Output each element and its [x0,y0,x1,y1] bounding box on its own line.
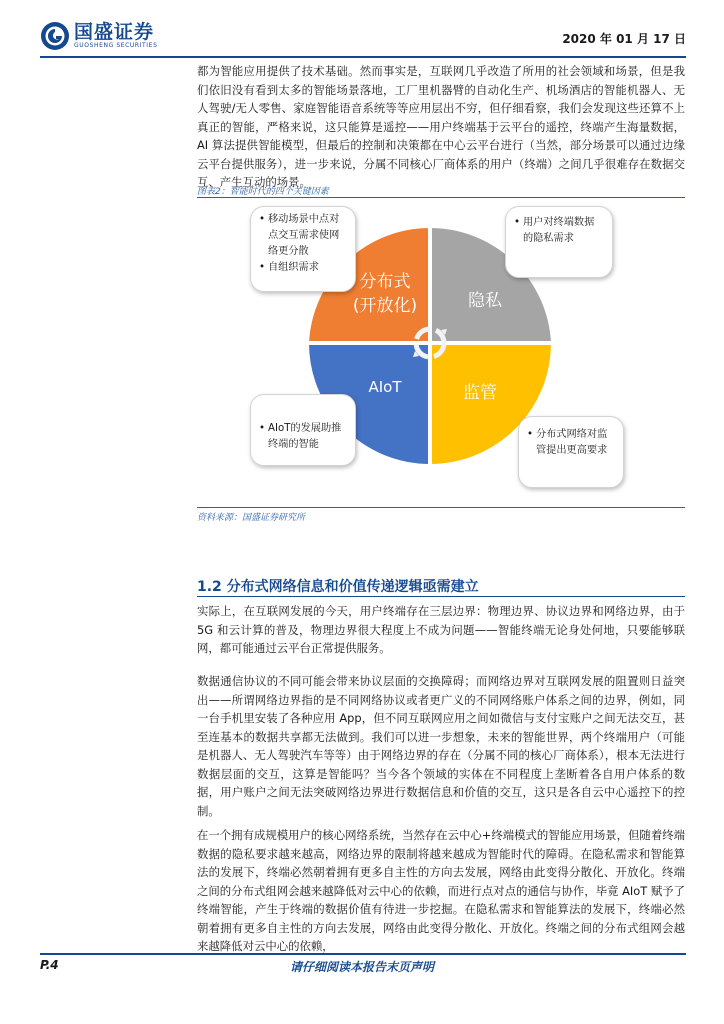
body-paragraph-2: 数据通信协议的不同可能会带来协议层面的交换障碍；而网络边界对互联网发展的阻置则日益突出——所谓网络边界指的是不同网络协议或者更广义的不同网络账户体系之间的边界，例如，同一台手机里安装了各种应用 App，但不同互联网应用之间如微信与支付宝账户之间无法交互，甚至连基本的数据共享都无法做到。我们可以进一步想象，未来的智能世界，两个终端用户（可能是机器人、无人驾驶汽车等等）由于网络边界的存在（分属不同的核心厂商体系），根本无法进行数据层面的交互，这算是智能吗？当今各个领域的实体在不同程度上垄断着各自用户体系的数据，用户账户之间无法突破网络边界进行数据信息和价值的交互，这只是各自云中心遥控下的控制。 [197,674,685,818]
four-factors-diagram [200,198,685,504]
footer-disclaimer: 请仔细阅读本报告末页声明 [289,960,434,974]
note-item: • 分布式网络对监管提出更高要求 [527,427,615,459]
logo-english-name: GUOSHENG SECURITIES [74,42,158,49]
body-paragraph-1: 实际上，在互联网发展的今天，用户终端存在三层边界：物理边界、协议边界和网络边界，由于 5G 和云计算的普及，物理边界很大程度上不成为问题——智能终端无论身处何地，只要能够联网，都可能通过云平台正常提供服务。 [197,604,685,655]
note-item: • AIoT的发展助推终端的智能 [259,421,347,453]
quadrant-label-distributed-line2: (开放化) [352,296,418,316]
figure-bottom-divider [197,507,685,508]
quadrant-label-privacy: 隐私 [468,291,502,311]
note-box-regulation [518,416,624,488]
quadrant-label-distributed-line1: 分布式 [359,272,411,292]
header-divider [40,56,686,58]
quadrant-label-regulation: 监管 [463,383,497,403]
note-item: • 移动场景中点对点交互需求使网络更分散 [259,212,347,260]
note-box-distributed [250,206,356,292]
footer-divider [40,953,686,955]
note-box-aiot [250,394,356,466]
report-date: 2020 年 01 月 17 日 [562,32,686,46]
body-paragraph-3: 在一个拥有成规模用户的核心网络系统，当然存在云中心+终端模式的智能应用场景，但随着终端数据的隐私要求越来越高，网络边界的限制将越来越成为智能时代的障碍。在隐私需求和智能算法的发展下，终端必然朝着拥有更多自主性的方向去发展，网络由此变得分散化、开放化。终端之间的分布式组网会越来越降低对云中心的依赖，而进行点对点的通信与协作，毕竟 AIoT 赋予了终端智能，产生于终端的数据价值有待进一步挖掘。在隐私需求和智能算法的发展下，终端必然朝着拥有更多自主性的方向去发展，网络由此变得分散化、开放化。终端之间的分布式组网会越来越降低对云中心的依赖， [197,828,685,953]
note-box-privacy [505,206,613,278]
guosheng-logo-icon [40,21,70,51]
section-title: 1.2 分布式网络信息和价值传递逻辑亟需建立 [197,579,479,595]
figure-caption: 图表2：智能时代的四个关键因素 [197,187,329,197]
page-number: P.4 [40,958,59,972]
note-item: • 自组织需求 [259,260,347,276]
logo-chinese-name: 国盛证券 [74,21,155,43]
page-header [40,18,686,54]
section-divider [197,596,685,597]
note-item: • 用户对终端数据的隐私需求 [514,215,604,247]
intro-paragraph: 都为智能应用提供了技术基础。然而事实是，互联网几乎改造了所用的社会领域和场景，但是我们依旧没有看到太多的智能场景落地，工厂里机器臂的自动化生产、机场酒店的智能机器人、无人驾驶/无人零售、家庭智能语音系统等等应用层出不穷，但仔细看察，我们会发现这些还算不上真正的智能，严格来说，这只能算是遥控——用户终端基于云平台的遥控，终端产生海量数据，AI 算法提供智能模型，但最后的控制和决策都在中心云平台进行（当然，部分场景可以通过边缘云平台提供服务），进一步来说，分属不同核心厂商体系的用户（终端）之间几乎很难存在数据交互、产生互动的场景。 [197,64,685,189]
quadrant-label-aiot: AIoT [368,378,402,396]
figure-source: 资料来源：国盛证券研究所 [197,513,306,523]
company-logo [40,18,157,54]
